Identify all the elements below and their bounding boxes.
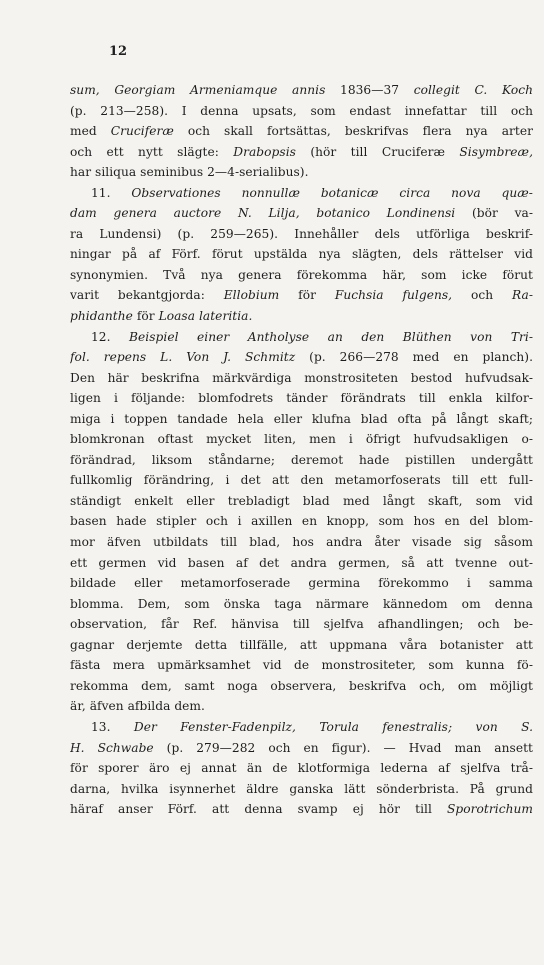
text-line bbox=[70, 594, 533, 615]
text-line bbox=[70, 491, 533, 512]
italic-segment: sum, Georgiam Armeniamque annis bbox=[70, 83, 326, 97]
italic-segment: Sporotrichum bbox=[447, 802, 533, 817]
text-line bbox=[70, 327, 533, 348]
text-line bbox=[70, 306, 533, 327]
text-line bbox=[70, 553, 533, 574]
text-line bbox=[70, 347, 533, 368]
text-line bbox=[70, 573, 533, 594]
italic-segment: Loasa lateritia. bbox=[158, 309, 253, 324]
italic-segment: collegit C. Koch bbox=[413, 83, 533, 97]
text-line bbox=[70, 101, 533, 122]
text-segment: och skall fortsättas, beskrifvas flera nya arter bbox=[173, 124, 533, 139]
text-line bbox=[70, 429, 533, 450]
text-segment: är, äfven afbilda dem. bbox=[70, 699, 205, 714]
text-line bbox=[70, 635, 533, 656]
italic-segment: H. Schwabe bbox=[70, 740, 154, 755]
text-segment: fästa mera upmärksamhet vid de monstrositeter, som kunna fö- bbox=[70, 658, 533, 673]
text-segment: och ett nytt slägte: bbox=[70, 144, 234, 159]
italic-segment: Observationes nonnullæ botanicæ circa nova quæ- bbox=[131, 185, 533, 200]
italic-segment: phidanthe bbox=[70, 309, 133, 324]
italic-segment: Ra- bbox=[512, 288, 533, 303]
paragraph bbox=[70, 717, 533, 820]
italic-segment: Der Fenster-Fadenpilz, Torula fenestralis; von S. bbox=[133, 719, 533, 734]
text-segment: ligen i följande: blomfodrets tänder förändrats till enkla kilfor- bbox=[70, 391, 533, 406]
text-line bbox=[70, 244, 533, 265]
text-segment: för bbox=[132, 309, 159, 324]
text-segment: (bör va- bbox=[455, 206, 533, 221]
text-line bbox=[70, 532, 533, 553]
text-segment: synonymien. Två nya genera förekomma här, som icke förut bbox=[70, 267, 533, 282]
italic-segment: dam genera auctore N. Lilja, botanico Londinensi bbox=[70, 206, 456, 221]
italic-segment: Ellobium bbox=[223, 288, 280, 303]
text-segment: 12. bbox=[91, 329, 130, 344]
text-segment: och bbox=[452, 288, 512, 303]
text-line bbox=[70, 779, 533, 800]
text-segment: basen hade stipler och i axillen en knopp, som hos en del blom- bbox=[70, 514, 533, 529]
text-segment: (p. 213—258). I denna upsats, som endast innefattar till och bbox=[70, 103, 533, 118]
paragraph bbox=[70, 80, 533, 183]
text-line bbox=[70, 285, 533, 306]
text-segment: rekomma dem, samt noga observera, beskrifva och, om möjligt bbox=[70, 678, 533, 693]
paragraph bbox=[70, 327, 533, 717]
text-line bbox=[70, 799, 533, 820]
text-segment: 11. bbox=[91, 185, 132, 200]
text-segment: har siliqua seminibus 2—4-serialibus). bbox=[70, 165, 309, 180]
text-segment: ra Lundensi) (p. 259—265). Innehåller dels utförliga beskrif- bbox=[70, 226, 533, 241]
text-line bbox=[70, 265, 533, 286]
text-segment: miga i toppen tandade hela eller klufna blad ofta på långt skaft; bbox=[70, 411, 533, 426]
text-segment: ningar på af Förf. förut upstälda nya slägten, dels rättelser vid bbox=[70, 247, 533, 262]
italic-segment: Drabopsis bbox=[233, 144, 296, 159]
text-segment: häraf anser Förf. att denna svamp ej hör till bbox=[70, 802, 448, 817]
text-segment: ständigt enkelt eller trebladigt blad med långt skaft, som vid bbox=[70, 493, 533, 508]
text-line bbox=[70, 203, 533, 224]
text-line bbox=[70, 121, 533, 142]
text-segment: (hör till Cruciferæ bbox=[295, 144, 460, 159]
text-line bbox=[70, 224, 533, 245]
text-line bbox=[70, 183, 533, 204]
text-body bbox=[70, 80, 533, 820]
text-line bbox=[70, 738, 533, 759]
text-segment: blomkronan oftast mycket liten, men i öfrigt hufvudsakligen o- bbox=[70, 432, 533, 447]
italic-segment: Fuchsia fulgens, bbox=[334, 288, 453, 303]
text-segment: darna, hvilka isynnerhet äldre ganska lätt sönderbrista. På grund bbox=[70, 781, 533, 796]
text-segment: gagnar derjemte detta tillfälle, att uppmana våra botanister att bbox=[70, 637, 533, 652]
text-segment: för sporer äro ej annat än de klotformiga lederna af sjelfva trå- bbox=[70, 761, 533, 776]
paragraph bbox=[70, 183, 533, 327]
text-segment: för bbox=[279, 288, 335, 303]
text-line bbox=[70, 388, 533, 409]
text-line bbox=[70, 696, 533, 717]
text-line bbox=[70, 470, 533, 491]
text-segment: 1836—37 bbox=[325, 83, 414, 97]
italic-segment: Cruciferæ bbox=[110, 124, 174, 139]
text-segment: observation, får Ref. hänvisa till sjelfva afhandlingen; och be- bbox=[70, 617, 533, 632]
text-segment: fullkomlig förändring, i det att den metamorfoserats till ett full- bbox=[70, 473, 533, 488]
text-segment: (p. 266—278 med en planch). bbox=[295, 350, 533, 365]
text-line bbox=[70, 80, 533, 101]
text-line bbox=[70, 655, 533, 676]
text-line bbox=[70, 511, 533, 532]
text-segment: blomma. Dem, som önska taga närmare kännedom om denna bbox=[70, 596, 533, 611]
text-segment: ett germen vid basen af det andra germen, så att tvenne out- bbox=[70, 555, 533, 570]
text-segment: förändrad, liksom ståndarne; deremot hade pistillen undergått bbox=[70, 452, 533, 467]
italic-segment: Sisymbreæ, bbox=[459, 144, 533, 159]
text-line bbox=[70, 368, 533, 389]
italic-segment: fol. repens L. Von J. Schmitz bbox=[70, 350, 296, 365]
text-line bbox=[70, 758, 533, 779]
text-segment: Den här beskrifna märkvärdiga monstrositeten bestod hufvudsak- bbox=[70, 370, 533, 385]
text-segment: varit bekantgjorda: bbox=[70, 288, 224, 303]
text-segment: mor äfven utbildats till blad, hos andra åter visade sig såsom bbox=[70, 535, 533, 550]
text-segment: 13. bbox=[91, 719, 134, 734]
text-line bbox=[70, 676, 533, 697]
italic-segment: Beispiel einer Antholyse an den Blüthen von Tri- bbox=[129, 329, 533, 344]
text-line bbox=[70, 409, 533, 430]
text-line bbox=[70, 162, 533, 183]
page-number: 12 bbox=[109, 44, 128, 59]
text-line bbox=[70, 142, 533, 163]
text-segment: (p. 279—282 och en figur). — Hvad man ansett bbox=[153, 740, 533, 755]
text-line bbox=[70, 717, 533, 738]
text-segment: med bbox=[70, 124, 111, 139]
text-line bbox=[70, 614, 533, 635]
text-segment: bildade eller metamorfoserade germina förekommo i samma bbox=[70, 576, 533, 591]
text-line bbox=[70, 450, 533, 471]
